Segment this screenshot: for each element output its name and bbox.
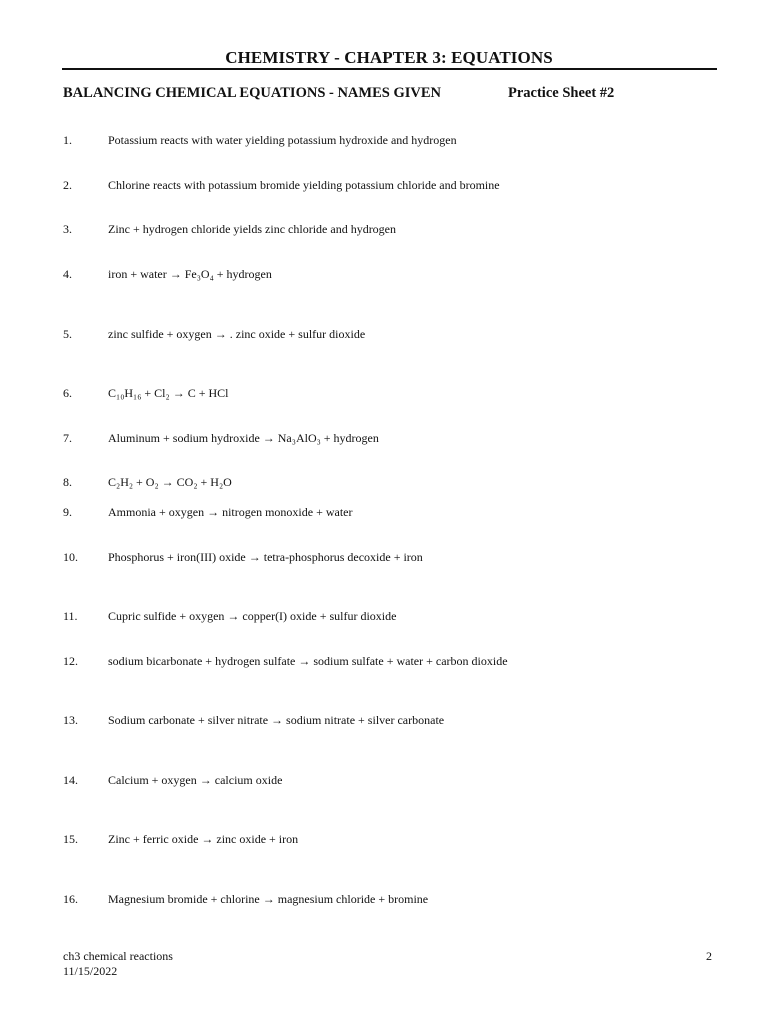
problem-number: 8. — [63, 475, 72, 489]
problem-text: Potassium reacts with water yielding potassium hydroxide and hydrogen — [108, 133, 457, 147]
problem-text: Zinc + hydrogen chloride yields zinc chloride and hydrogen — [108, 222, 397, 236]
problem-text: sodium bicarbonate + hydrogen sulfate → sodium sulfate + water + carbon dioxide — [108, 654, 508, 668]
problem-text: iron + water → Fe₃O₄ + hydrogen — [108, 267, 272, 281]
problem-text: Chlorine reacts with potassium bromide yielding potassium chloride and bromine — [108, 178, 500, 192]
problem-number: 3. — [63, 222, 72, 236]
section-subtitle: BALANCING CHEMICAL EQUATIONS - NAMES GIVEN — [63, 85, 441, 101]
problem-number: 13. — [63, 713, 78, 727]
problem-text: Magnesium bromide + chlorine → magnesium chloride + bromine — [108, 892, 429, 906]
problem-text: C₂H₂ + O₂ → CO₂ + H₂O — [108, 475, 232, 489]
problem-text: Zinc + ferric oxide → zinc oxide + iron — [108, 832, 299, 846]
problem-number: 15. — [63, 832, 78, 846]
problem-number: 6. — [63, 386, 72, 400]
problem-number: 2. — [63, 178, 72, 192]
problem-number: 14. — [63, 773, 78, 787]
problem-text: Calcium + oxygen → calcium oxide — [108, 773, 283, 787]
problem-text: Phosphorus + iron(III) oxide → tetra-phosphorus decoxide + iron — [108, 550, 423, 564]
practice-sheet-label: Practice Sheet #2 — [508, 85, 615, 101]
problem-number: 16. — [63, 892, 78, 906]
problem-number: 9. — [63, 505, 72, 519]
footer-date: 11/15/2022 — [63, 964, 118, 978]
problem-number: 5. — [63, 327, 72, 341]
problem-text: C₁₀H₁₆ + Cl₂ → C + HCl — [108, 386, 229, 400]
problem-text: Sodium carbonate + silver nitrate → sodium nitrate + silver carbonate — [108, 713, 445, 727]
footer-doc-name: ch3 chemical reactions — [63, 949, 173, 963]
problem-number: 12. — [63, 654, 78, 668]
problem-text: Ammonia + oxygen → nitrogen monoxide + water — [108, 505, 353, 519]
problem-text: Cupric sulfide + oxygen → copper(I) oxide + sulfur dioxide — [108, 609, 397, 623]
page-title: CHEMISTRY - CHAPTER 3: EQUATIONS — [225, 48, 553, 67]
problem-number: 1. — [63, 133, 72, 147]
problem-number: 11. — [63, 609, 78, 623]
problem-number: 7. — [63, 431, 72, 445]
problem-text: zinc sulfide + oxygen → . zinc oxide + sulfur dioxide — [108, 327, 366, 341]
problem-number: 4. — [63, 267, 72, 281]
problem-number: 10. — [63, 550, 78, 564]
title-divider — [62, 68, 717, 70]
problem-text: Aluminum + sodium hydroxide → Na₃AlO₃ + hydrogen — [108, 431, 379, 445]
footer-info — [63, 949, 173, 979]
page-number: 2 — [706, 949, 712, 963]
